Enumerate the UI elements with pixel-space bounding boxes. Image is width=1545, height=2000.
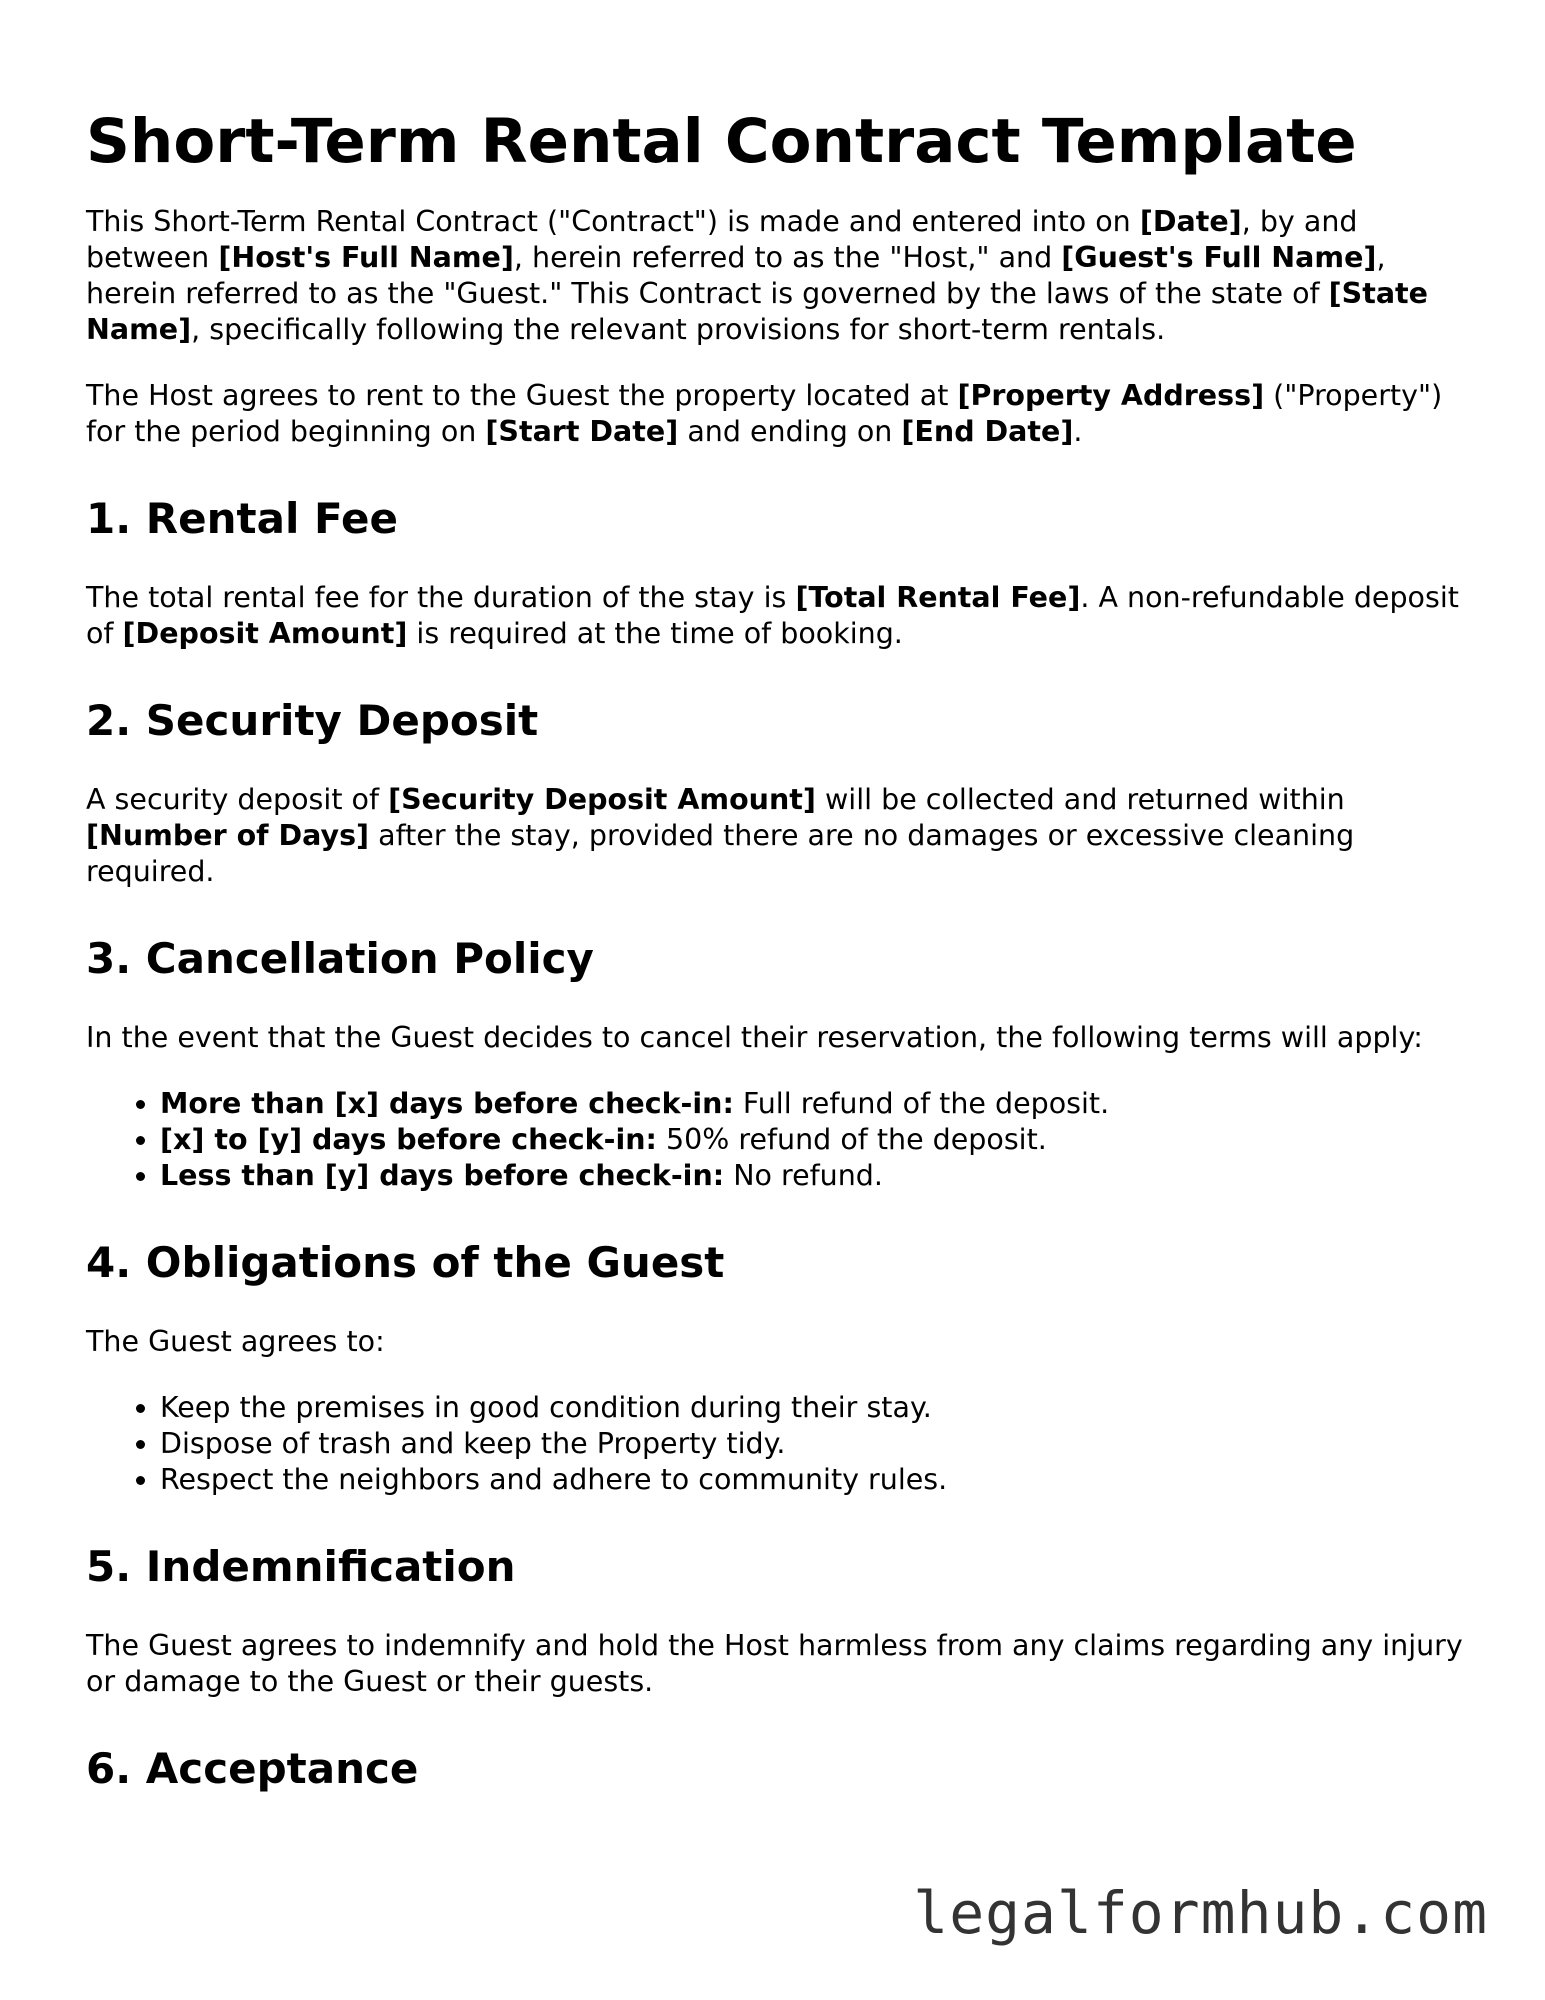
intro-text: , specifically following the relevant provisions for short-term rentals. — [191, 313, 1166, 346]
obligations-text: The Guest agrees to: — [86, 1325, 385, 1358]
intro-text: This Short-Term Rental Contract ("Contract") is made and entered into on — [86, 205, 1140, 238]
guest-name-placeholder: [Guest's Full Name] — [1061, 241, 1377, 274]
cancellation-desc: 50% refund of the deposit. — [656, 1123, 1047, 1156]
section-heading-indemnification: 5. Indemnification — [86, 1542, 516, 1591]
security-deposit-text — [86, 782, 1466, 890]
cancellation-text: In the event that the Guest decides to cancel their reservation, the following terms will apply: — [86, 1021, 1423, 1054]
obligations-list — [86, 1390, 1466, 1498]
cancellation-desc: Full refund of the deposit. — [733, 1087, 1110, 1120]
indemnification-text: The Guest agrees to indemnify and hold the Host harmless from any claims regarding any injury or damage to the Guest or their guests. — [86, 1629, 1463, 1698]
document-page — [86, 100, 1466, 1830]
deposit-amount-placeholder: [Deposit Amount] — [122, 617, 408, 650]
intro-text: The Host agrees to rent to the Guest the property located at — [86, 379, 958, 412]
section-heading-obligations: 4. Obligations of the Guest — [86, 1238, 725, 1287]
section-heading-security-deposit: 2. Security Deposit — [86, 696, 539, 745]
document-title: Short-Term Rental Contract Template — [86, 106, 1357, 177]
start-date-placeholder: [Start Date] — [485, 415, 679, 448]
state-name-placeholder: [State Name] — [86, 277, 1429, 346]
section-text: after the stay, provided there are no damages or excessive cleaning required. — [86, 819, 1355, 888]
intro-text: , herein referred to as the "Guest." This Contract is governed by the laws of the state of — [86, 241, 1386, 310]
intro-text: , herein referred to as the "Host," and — [513, 241, 1062, 274]
intro-text: and ending on — [678, 415, 902, 448]
section-heading-acceptance: 6. Acceptance — [86, 1744, 419, 1793]
host-name-placeholder: [Host's Full Name] — [218, 241, 514, 274]
cancellation-term: [x] to [y] days before check-in: — [160, 1123, 657, 1156]
section-heading-rental-fee: 1. Rental Fee — [86, 494, 398, 543]
intro-text: . — [1073, 415, 1083, 448]
intro-text: , by and between — [86, 205, 1358, 274]
intro-text: ("Property") for the period beginning on — [86, 379, 1443, 448]
list-item: • Keep the premises in good condition during their stay. — [160, 1390, 1466, 1426]
number-of-days-placeholder: [Number of Days] — [86, 819, 370, 852]
rental-fee-text — [86, 580, 1466, 652]
cancellation-list — [86, 1086, 1466, 1194]
section-text: . A non-refundable deposit of — [86, 581, 1459, 650]
section-text: will be collected and returned within — [815, 783, 1345, 816]
section-text: A security deposit of — [86, 783, 389, 816]
date-placeholder: [Date] — [1139, 205, 1242, 238]
property-address-placeholder: [Property Address] — [957, 379, 1265, 412]
cancellation-term: More than [x] days before check-in: — [160, 1087, 734, 1120]
end-date-placeholder: [End Date] — [901, 415, 1074, 448]
security-deposit-amount-placeholder: [Security Deposit Amount] — [388, 783, 816, 816]
watermark-text: legalformhub.com — [913, 1879, 1488, 1947]
cancellation-desc: No refund. — [724, 1159, 883, 1192]
list-item: • Dispose of trash and keep the Property tidy. — [160, 1426, 1466, 1462]
list-item — [160, 1158, 1466, 1194]
intro-paragraph-1 — [86, 204, 1466, 348]
total-rental-fee-placeholder: [Total Rental Fee] — [795, 581, 1081, 614]
list-item: • Respect the neighbors and adhere to community rules. — [160, 1462, 1466, 1498]
cancellation-term: Less than [y] days before check-in: — [160, 1159, 725, 1192]
section-text: The total rental fee for the duration of the stay is — [86, 581, 796, 614]
section-heading-cancellation-policy: 3. Cancellation Policy — [86, 934, 594, 983]
section-text: is required at the time of booking. — [407, 617, 903, 650]
list-item — [160, 1122, 1466, 1158]
intro-paragraph-2 — [86, 378, 1466, 450]
list-item — [160, 1086, 1466, 1122]
